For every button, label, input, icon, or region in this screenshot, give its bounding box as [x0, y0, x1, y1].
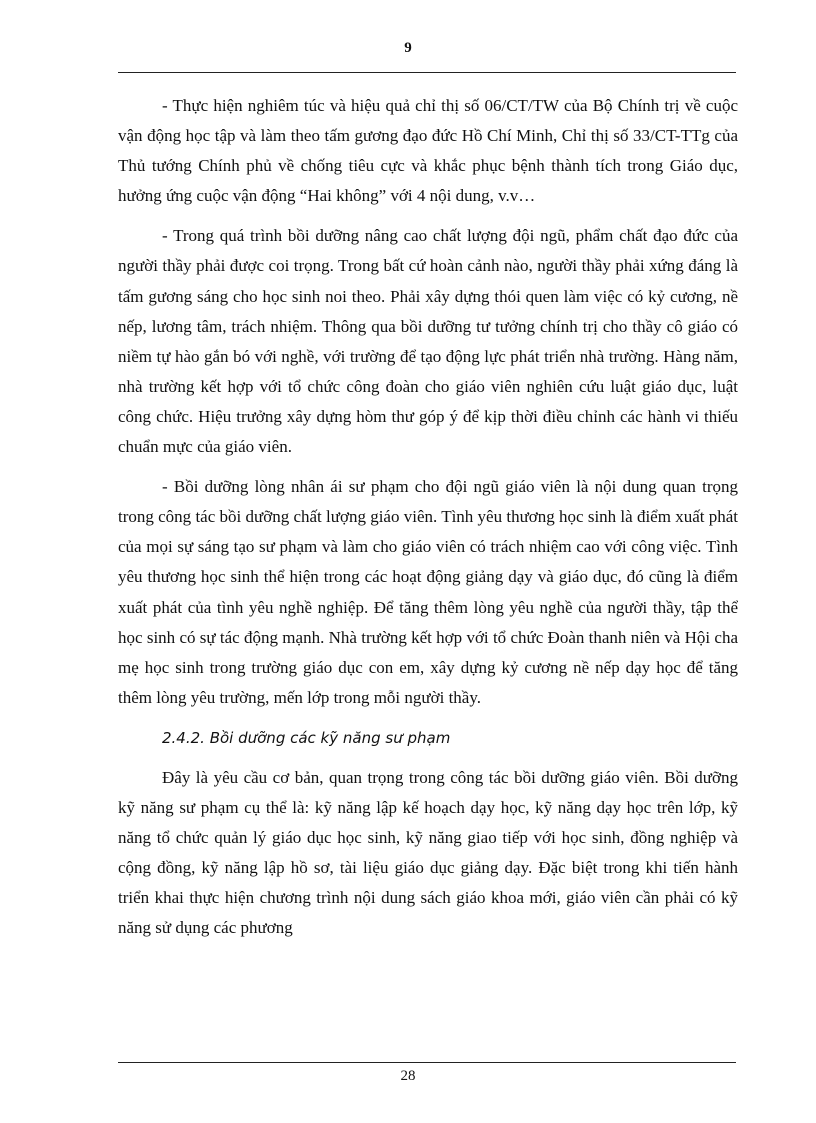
section-heading: 2.4.2. Bồi dưỡng các kỹ năng sư phạm — [162, 728, 451, 747]
paragraph-moral-quality: - Trong quá trình bồi dưỡng nâng cao chất lượng đội ngũ, phẩm chất đạo đức của người thầy phải được coi trọng. Trong bất cứ hoàn cảnh nào, người thầy phải xứng đáng là tấm gương sáng cho học sinh noi theo. Phải xây dựng thói quen làm việc có kỷ cương, nề nếp, lương tâm, trách nhiệm. Thông qua bồi dưỡng tư tưởng chính trị cho thầy cô giáo có niềm tự hào gắn bó với nghề, với trường để tạo động lực phát triển nhà trường. Hàng năm, nhà trường kết hợp với tổ chức công đoàn cho giáo viên nghiên cứu luật giáo dục, luật công chức. Hiệu trưởng xây dựng hòm thư góp ý để kịp thời điều chỉnh các hành vi thiếu chuẩn mực của giáo viên. — [118, 226, 738, 457]
document-body — [118, 91, 738, 954]
header-page-number: 9 — [404, 40, 412, 56]
paragraph-pedagogical-compassion: - Bồi dưỡng lòng nhân ái sư phạm cho đội ngũ giáo viên là nội dung quan trọng trong công tác bồi dưỡng chất lượng giáo viên. Tình yêu thương học sinh là điểm xuất phát của mọi sự sáng tạo sư phạm và làm cho giáo viên có trách nhiệm cao với công việc. Tình yêu thương học sinh thể hiện trong các hoạt động giảng dạy và giáo dục, đó cũng là điểm xuất phát của tình yêu nghề nghiệp. Để tăng thêm lòng yêu nghề của người thầy, tập thể học sinh có sự tác động mạnh. Nhà trường kết hợp với tổ chức Đoàn thanh niên và Hội cha mẹ học sinh trong trường giáo dục con em, xây dựng kỷ cương nề nếp dạy học để tăng thêm lòng yêu trường, mến lớp trong mỗi người thầy. — [118, 477, 738, 707]
header-divider — [118, 72, 736, 73]
footer-divider — [118, 1062, 736, 1063]
paragraph-pedagogical-skills: Đây là yêu cầu cơ bản, quan trọng trong công tác bồi dưỡng giáo viên. Bồi dưỡng kỹ năng sư phạm cụ thể là: kỹ năng lập kế hoạch dạy học, kỹ năng dạy học trên lớp, kỹ năng tổ chức quản lý giáo dục học sinh, kỹ năng giao tiếp với học sinh, đồng nghiệp và cộng đồng, kỹ năng lập hồ sơ, tài liệu giáo dục giảng dạy. Đặc biệt trong khi tiến hành triển khai thực hiện chương trình nội dung sách giáo khoa mới, giáo viên cần phải có kỹ năng sử dụng các phương — [118, 767, 738, 938]
footer-page-number: 28 — [400, 1068, 416, 1084]
paragraph-directives: - Thực hiện nghiêm túc và hiệu quả chỉ thị số 06/CT/TW của Bộ Chính trị về cuộc vận động học tập và làm theo tấm gương đạo đức Hồ Chí Minh, Chỉ thị số 33/CT-TTg của Thủ tướng Chính phủ về chống tiêu cực và khắc phục bệnh thành tích trong Giáo dục, hưởng ứng cuộc vận động “Hai không” với 4 nội dung, v.v… — [118, 96, 738, 206]
